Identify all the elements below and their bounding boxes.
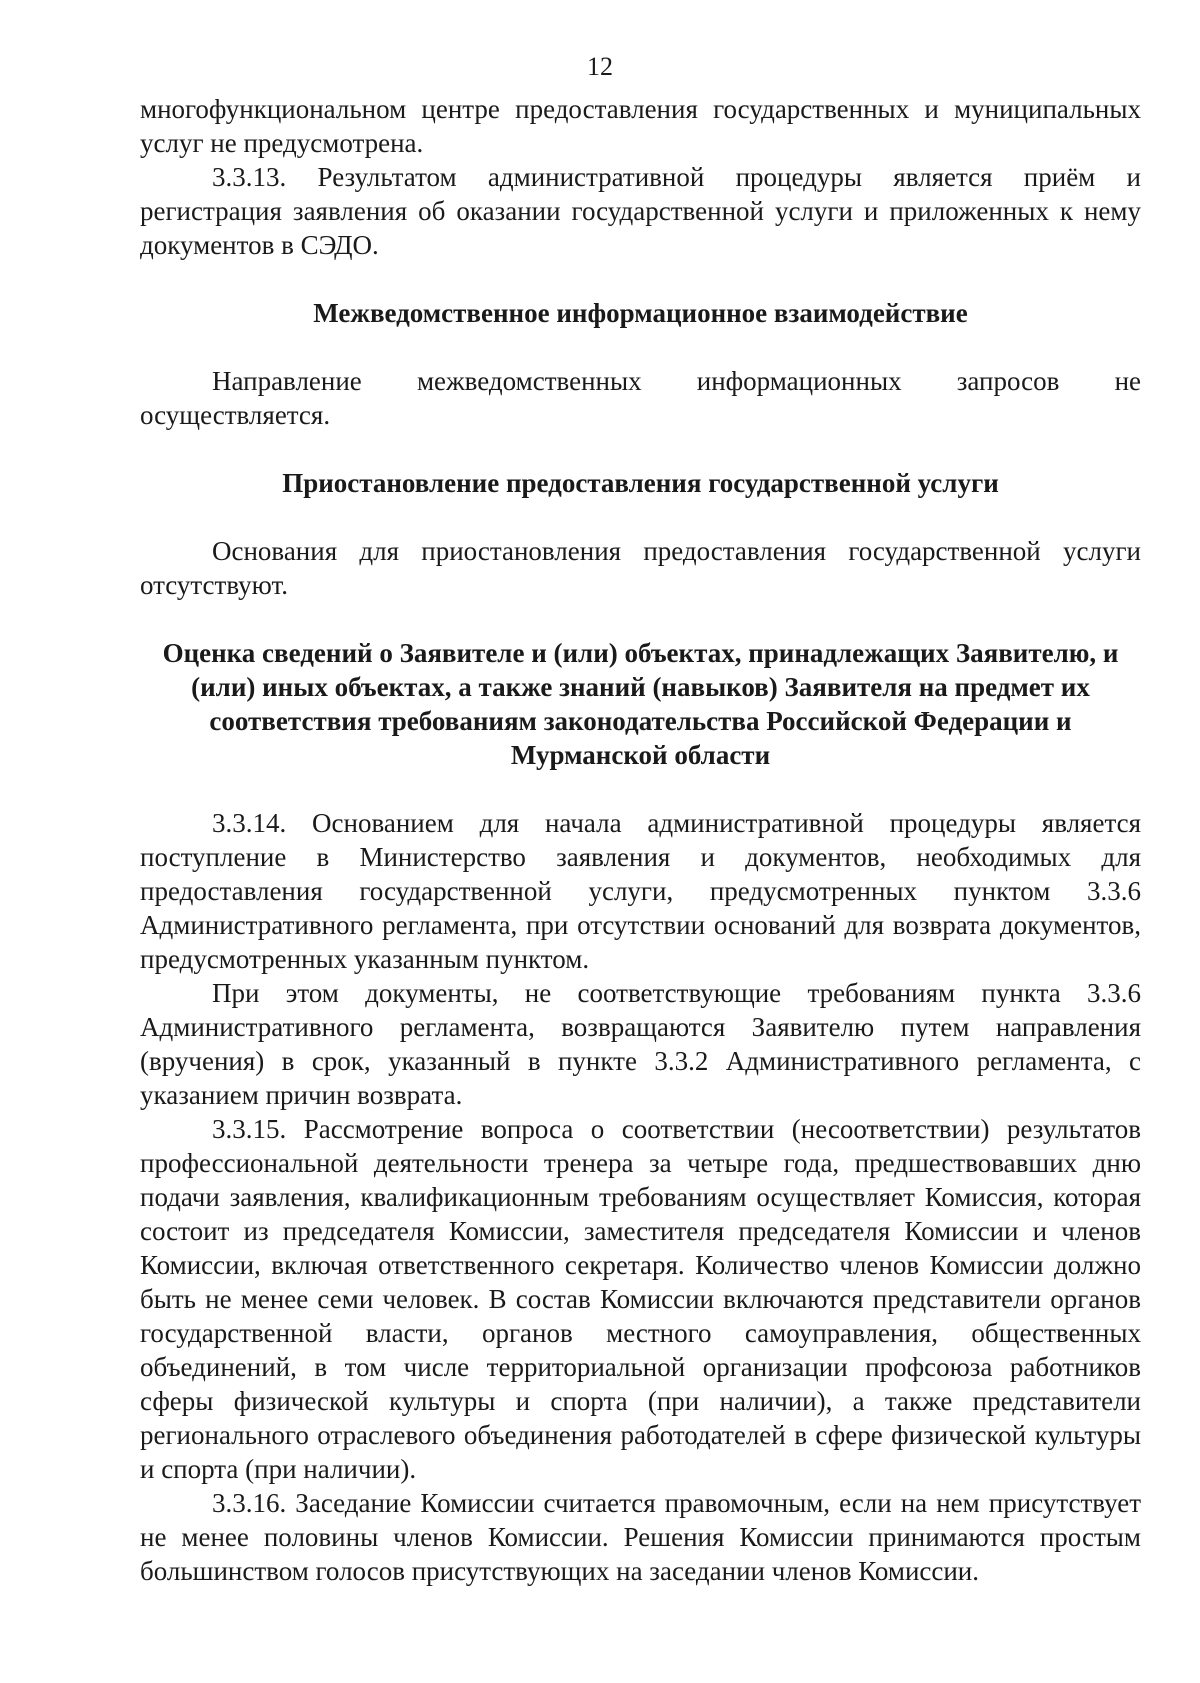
paragraph-3-3-14: 3.3.14. Основанием для начала административной процедуры является поступление в Министерство заявления и документов, необходимых для предоставления государственной услуги, предусмотренных пунктом 3.3.6 Административного регламента, при отсутствии оснований для возврата документов, предусмотренных указанным пунктом. (140, 808, 1141, 974)
paragraph-returned-documents: При этом документы, не соответствующие требованиям пункта 3.3.6 Административного регламента, возвращаются Заявителю путем направления (вручения) в срок, указанный в пункте 3.3.2 Административного регламента, с указанием причин возврата. (140, 978, 1141, 1110)
paragraph-3-3-15: 3.3.15. Рассмотрение вопроса о соответствии (несоответствии) результатов профессиональной деятельности тренера за четыре года, предшествовавших дню подачи заявления, квалификационным требованиям осуществляет Комиссия, которая состоит из председателя Комиссии, заместителя председателя Комиссии и членов Комиссии, включая ответственного секретаря. Количество членов Комиссии должно быть не менее семи человек. В состав Комиссии включаются представители органов государственной власти, органов местного самоуправления, общественных объединений, в том числе территориальной организации профсоюза работников сферы физической культуры и спорта (при наличии), а также представители регионального отраслевого объединения работодателей в сфере физической культуры и спорта (при наличии). (140, 1114, 1141, 1484)
paragraph-3-3-13: 3.3.13. Результатом административной процедуры является приём и регистрация заявления об оказании государственной услуги и приложенных к нему документов в СЭДО. (140, 162, 1141, 260)
section-heading-assessment: Оценка сведений о Заявителе и (или) объектах, принадлежащих Заявителю, и (или) иных объектах, а также знаний (навыков) Заявителя на предмет их соответствия требованиям законодательства Российской Федерации и Мурманской области (162, 638, 1119, 770)
page-number: 12 (587, 52, 613, 81)
paragraph-continuation: многофункциональном центре предоставления государственных и муниципальных услуг не предусмотрена. (140, 94, 1141, 158)
document-body (140, 92, 1141, 1588)
section-heading-interagency: Межведомственное информационное взаимодействие (313, 298, 968, 328)
paragraph-3-3-16: 3.3.16. Заседание Комиссии считается правомочным, если на нем присутствует не менее половины членов Комиссии. Решения Комиссии принимаются простым большинством голосов присутствующих на заседании членов Комиссии. (140, 1488, 1141, 1586)
paragraph-suspension: Основания для приостановления предоставления государственной услуги отсутствуют. (140, 536, 1141, 600)
section-heading-suspension: Приостановление предоставления государственной услуги (282, 468, 999, 498)
paragraph-interagency: Направление межведомственных информационных запросов не осуществляется. (140, 366, 1141, 430)
